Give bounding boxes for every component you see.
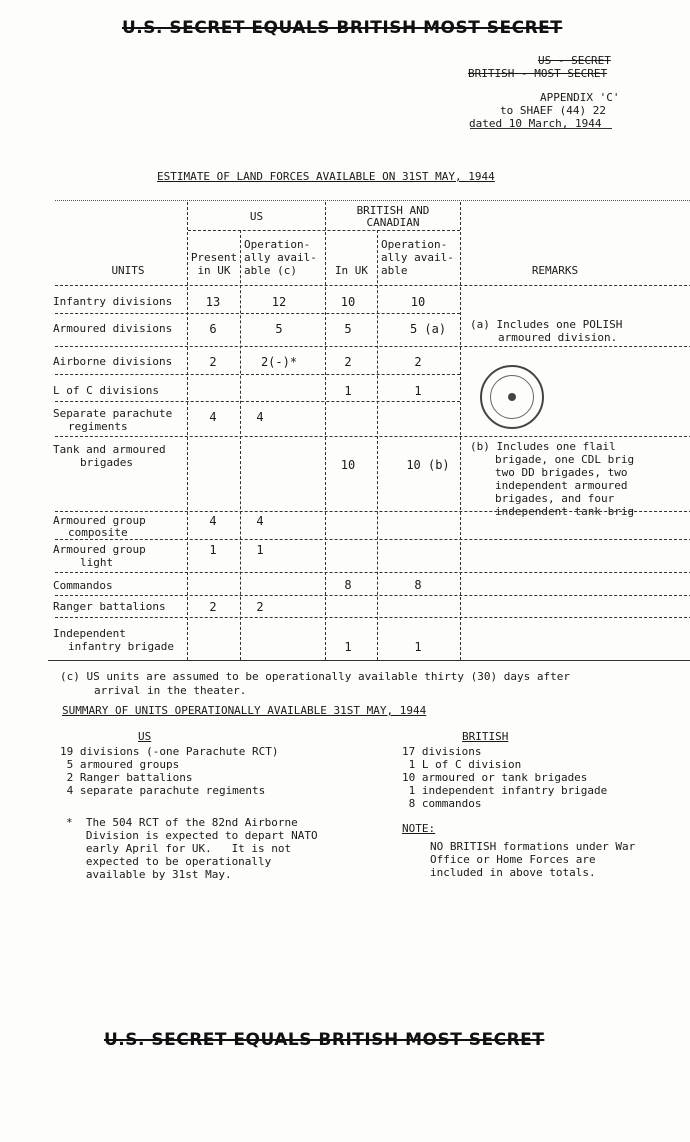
summary-british-heading: BRITISH: [462, 730, 509, 743]
row-label-l-of-c: L of C divisions: [53, 384, 159, 397]
footnote-c-1: (c) US units are assumed to be operationally available thirty (30) days after: [60, 670, 570, 683]
cell-br-op: 8: [414, 578, 422, 592]
row-label-ranger: Ranger battalions: [53, 600, 166, 613]
cell-us-present: 6: [209, 322, 217, 336]
summary-british-item-1: 17 divisions: [402, 745, 482, 758]
cell-br-op: 2: [414, 355, 422, 369]
summary-note-2: Office or Home Forces are: [430, 853, 596, 866]
row-label-parachute-2: regiments: [68, 420, 128, 433]
row-label-armoured: Armoured divisions: [53, 322, 173, 335]
row-label-commandos: Commandos: [53, 579, 113, 592]
appendix-label: APPENDIX 'C': [540, 91, 620, 104]
row-label-independent-2: infantry brigade: [68, 640, 174, 653]
col-br-operational-2: ally avail-: [381, 251, 454, 264]
cell-br-op: 10: [410, 295, 426, 309]
cell-br-uk: 5: [344, 322, 352, 336]
col-us-operational-3: able (c): [244, 264, 297, 277]
col-us-operational-2: ally avail-: [244, 251, 317, 264]
remark-b-3: two DD brigades, two: [495, 466, 628, 479]
summary-us-item-1: 19 divisions (-one Parachute RCT): [60, 745, 279, 758]
summary-us-item-4: 4 separate parachute regiments: [60, 784, 266, 797]
summary-note-heading: NOTE:: [402, 822, 436, 835]
footnote-c-2: arrival in the theater.: [94, 684, 247, 697]
cell-us-op: 4: [256, 410, 264, 424]
cell-br-op: 5 (a): [409, 322, 447, 336]
col-divider-3: [460, 202, 461, 660]
remark-b-4: independent armoured: [495, 479, 628, 492]
summary-us-note-5: available by 31st May.: [66, 868, 232, 881]
stamp-top: U.S. SECRET EQUALS BRITISH MOST SECRET: [122, 18, 563, 38]
remark-a-1: (a) Includes one POLISH: [470, 318, 623, 331]
group-british-2: CANADIAN: [366, 216, 420, 229]
row-label-armoured-group-light-2: light: [80, 556, 114, 569]
cell-br-uk: 10: [340, 295, 356, 309]
col-br-operational-3: able: [381, 264, 408, 277]
archive-seal: [480, 365, 544, 429]
row-rule: [55, 313, 460, 314]
cell-us-op: 12: [271, 295, 287, 309]
col-units: UNITS: [111, 264, 145, 277]
cell-us-present: 4: [209, 514, 217, 528]
row-label-armoured-group-composite-1: Armoured group: [53, 514, 146, 527]
cell-br-op: 10 (b): [406, 458, 450, 472]
summary-british-item-5: 8 commandos: [402, 797, 482, 810]
row-rule: [55, 436, 690, 437]
cell-us-op: 2: [256, 600, 264, 614]
header-underline: [470, 128, 612, 129]
cell-br-uk: 2: [344, 355, 352, 369]
cell-us-present: 2: [209, 355, 217, 369]
row-rule: [55, 617, 690, 618]
stamp-bottom: U.S. SECRET EQUALS BRITISH MOST SECRET: [104, 1030, 545, 1050]
row-label-armoured-group-composite-2: composite: [68, 526, 128, 539]
remark-b-2: brigade, one CDL brig: [495, 453, 635, 466]
summary-british-item-3: 10 armoured or tank brigades: [402, 771, 588, 784]
table-bottom-rule: [48, 660, 690, 661]
classification-us: US - SECRET: [538, 54, 611, 67]
cell-us-op: 1: [256, 543, 264, 557]
col-us-present-1: Present: [190, 251, 238, 264]
row-label-airborne: Airborne divisions: [53, 355, 173, 368]
cell-br-uk: 10: [340, 458, 356, 472]
summary-us-item-2: 5 armoured groups: [60, 758, 180, 771]
summary-us-note-2: Division is expected to depart NATO: [66, 829, 318, 842]
summary-british-item-2: 1 L of C division: [402, 758, 522, 771]
classification-british: BRITISH - MOST SECRET: [468, 67, 608, 80]
cell-us-present: 2: [209, 600, 217, 614]
remark-b-6: independent tank brig: [495, 505, 635, 518]
row-rule: [55, 401, 460, 402]
col-br-inuk: In UK: [334, 264, 369, 277]
summary-us-note-1: * The 504 RCT of the 82nd Airborne: [66, 816, 298, 829]
cell-br-uk: 8: [344, 578, 352, 592]
row-rule: [55, 595, 690, 596]
remark-b-1: (b) Includes one flail: [470, 440, 616, 453]
row-rule: [55, 346, 690, 347]
summary-note-3: included in above totals.: [430, 866, 596, 879]
summary-us-item-3: 2 Ranger battalions: [60, 771, 193, 784]
cell-us-op: 2(-)*: [260, 355, 298, 369]
cell-us-op: 4: [256, 514, 264, 528]
row-rule: [55, 572, 690, 573]
remark-a-2: armoured division.: [498, 331, 618, 344]
summary-us-note-3: early April for UK. It is not: [66, 842, 292, 855]
table-title: ESTIMATE OF LAND FORCES AVAILABLE ON 31ST MAY, 1944: [157, 170, 495, 183]
group-british-1: BRITISH AND: [356, 204, 430, 217]
cell-us-present: 1: [209, 543, 217, 557]
col-us-present-2: in UK: [197, 264, 231, 277]
summary-us-note-4: expected to be operationally: [66, 855, 272, 868]
row-label-tank-2: brigades: [80, 456, 133, 469]
row-label-tank-1: Tank and armoured: [53, 443, 166, 456]
header-bottom-rule: [55, 285, 690, 286]
group-header-rule: [188, 230, 460, 231]
group-us: US: [249, 210, 264, 223]
cell-br-uk: 1: [344, 640, 352, 654]
summary-note-1: NO BRITISH formations under War: [430, 840, 636, 853]
row-label-independent-1: Independent: [53, 627, 126, 640]
cell-br-op: 1: [414, 640, 422, 654]
summary-title: SUMMARY OF UNITS OPERATIONALLY AVAILABLE 31ST MAY, 1944: [62, 704, 427, 717]
summary-british-item-4: 1 independent infantry brigade: [402, 784, 608, 797]
remark-b-5: brigades, and four: [495, 492, 615, 505]
row-rule: [55, 539, 690, 540]
cell-br-uk: 1: [344, 384, 352, 398]
cell-us-present: 13: [205, 295, 221, 309]
summary-us-heading: US: [138, 730, 152, 743]
reference-label: to SHAEF (44) 22: [500, 104, 606, 117]
col-br-operational-1: Operation-: [381, 238, 448, 251]
cell-us-present: 4: [209, 410, 217, 424]
row-label-infantry: Infantry divisions: [53, 295, 173, 308]
row-rule: [55, 374, 460, 375]
col-remarks: REMARKS: [531, 264, 579, 277]
cell-br-op: 1: [414, 384, 422, 398]
row-rule: [55, 511, 690, 512]
row-label-parachute-1: Separate parachute: [53, 407, 173, 420]
cell-us-op: 5: [275, 322, 283, 336]
table-top-rule: [55, 200, 690, 201]
row-label-armoured-group-light-1: Armoured group: [53, 543, 146, 556]
dated-label: dated 10 March, 1944: [469, 117, 602, 130]
col-us-operational-1: Operation-: [244, 238, 311, 251]
